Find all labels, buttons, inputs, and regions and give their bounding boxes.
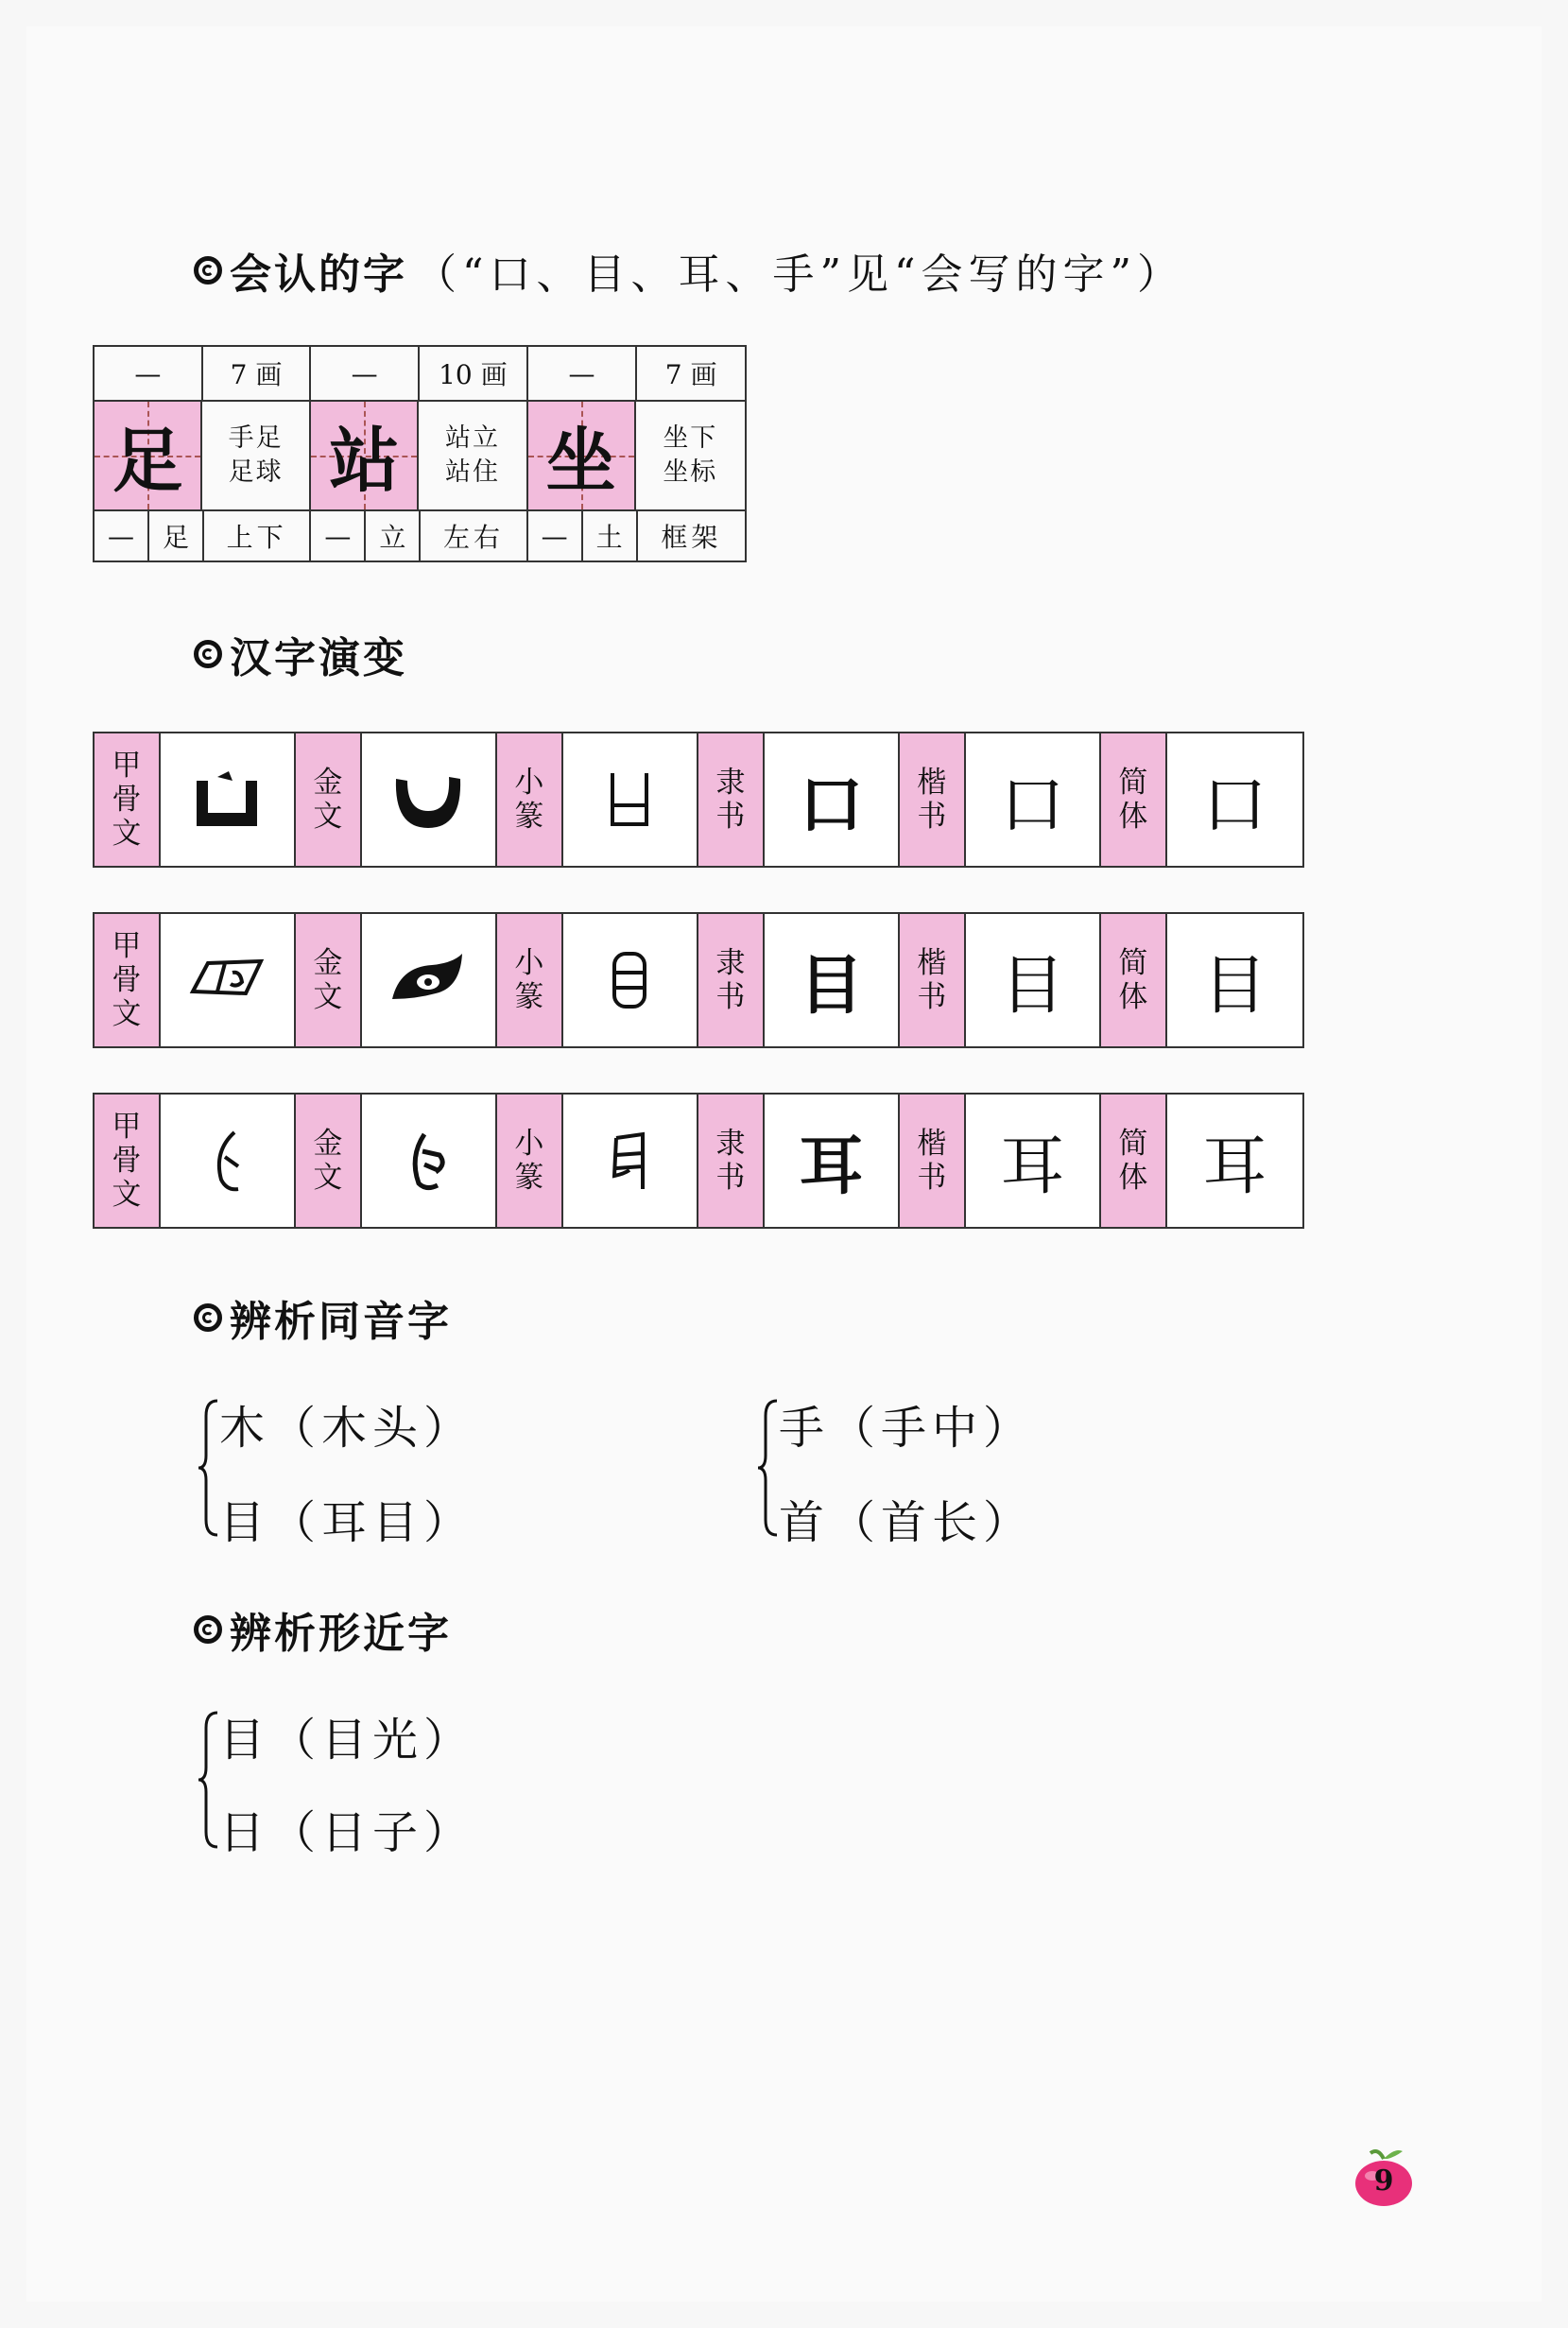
clerical-kou: 口 [765, 733, 900, 866]
similar-bottom: 日（日子） [219, 1806, 475, 1859]
label-oracle: 甲 骨 文 [95, 914, 161, 1046]
big-character: 足 [95, 402, 202, 509]
page-number: 9 [1373, 2164, 1394, 2198]
radical-dash: — [95, 347, 203, 400]
regular-mu: 目 [966, 914, 1101, 1046]
big-character: 站 [311, 402, 419, 509]
homophone-1-top: 木（木头） [219, 1402, 475, 1455]
big-character: 坐 [528, 402, 636, 509]
label-clerical: 隶 书 [698, 733, 765, 866]
brace-icon [197, 1709, 219, 1851]
seal-mu-glyph [563, 914, 698, 1046]
label-regular: 楷 书 [900, 733, 966, 866]
radical-dash-bottom: — [528, 511, 583, 560]
regular-kou: 口 [966, 733, 1101, 866]
label-bronze: 金 文 [296, 1095, 362, 1227]
stroke-count: 7 画 [230, 359, 283, 390]
section-bullet-icon [194, 1303, 222, 1332]
clerical-er: 耳 [765, 1095, 900, 1227]
oracle-er-glyph [161, 1095, 296, 1227]
word-2: 站住 [444, 457, 500, 487]
section-title: 辨析形近字 [230, 1610, 452, 1658]
label-clerical: 隶 书 [698, 1095, 765, 1227]
structure: 上下 [226, 522, 287, 553]
bronze-kou-glyph [362, 733, 497, 866]
label-regular: 楷 书 [900, 914, 966, 1046]
radical-dash: — [311, 347, 420, 400]
page-number-badge [1350, 2146, 1418, 2208]
seal-kou-glyph [563, 733, 698, 866]
section-heading-evolution [194, 624, 407, 684]
oracle-mu-glyph [161, 914, 296, 1046]
label-oracle: 甲 骨 文 [95, 733, 161, 866]
label-simplified: 简 体 [1101, 733, 1167, 866]
structure: 框架 [661, 522, 722, 553]
stroke-count: 10 画 [439, 359, 508, 390]
word-2: 坐标 [663, 457, 718, 487]
structure: 左右 [442, 522, 504, 553]
brace-icon [756, 1397, 779, 1539]
radical-dash-bottom: — [311, 511, 366, 560]
label-seal: 小 篆 [497, 1095, 563, 1227]
oracle-kou-glyph [161, 733, 296, 866]
homophone-1-bottom: 目（耳目） [219, 1496, 475, 1549]
label-seal: 小 篆 [497, 733, 563, 866]
regular-er: 耳 [966, 1095, 1101, 1227]
section-bullet-icon [194, 1615, 222, 1644]
simplified-er: 耳 [1202, 1129, 1267, 1204]
radical-dash-bottom: — [95, 511, 149, 560]
label-bronze: 金 文 [296, 733, 362, 866]
bronze-mu-glyph [362, 914, 497, 1046]
section-bullet-icon [194, 640, 222, 668]
word-1: 站立 [444, 423, 500, 453]
simplified-kou: 口 [1202, 767, 1267, 843]
section-title: 会认的字 [230, 250, 407, 299]
section-title: 辨析同音字 [230, 1298, 452, 1346]
label-seal: 小 篆 [497, 914, 563, 1046]
radical: 足 [149, 511, 204, 560]
label-bronze: 金 文 [296, 914, 362, 1046]
word-1: 手足 [228, 423, 284, 453]
section-note: （“口、目、耳、手”见“会写的字”） [415, 250, 1184, 299]
radical-dash: — [528, 347, 638, 400]
radical: 土 [583, 511, 638, 560]
homophone-2-bottom: 首（首长） [779, 1496, 1035, 1549]
char-group-zu [95, 347, 311, 560]
section-title: 汉字演变 [230, 634, 407, 682]
char-group-zhan [311, 347, 527, 560]
label-simplified: 简 体 [1101, 914, 1167, 1046]
evolution-table-er [93, 1093, 1304, 1229]
radical: 立 [366, 511, 421, 560]
label-oracle: 甲 骨 文 [95, 1095, 161, 1227]
char-group-zuo [528, 347, 745, 560]
character-table [93, 345, 747, 562]
label-simplified: 简 体 [1101, 1095, 1167, 1227]
section-heading-similar [194, 1599, 452, 1660]
evolution-table-mu [93, 912, 1304, 1048]
bronze-er-glyph [362, 1095, 497, 1227]
stroke-count: 7 画 [664, 359, 717, 390]
word-1: 坐下 [663, 423, 718, 453]
seal-er-glyph [563, 1095, 698, 1227]
label-regular: 楷 书 [900, 1095, 966, 1227]
homophone-2-top: 手（手中） [779, 1402, 1035, 1455]
section-heading-recognize [194, 240, 1184, 301]
similar-top: 目（目光） [219, 1714, 475, 1767]
clerical-mu: 目 [765, 914, 900, 1046]
section-heading-homophones [194, 1287, 452, 1348]
word-2: 足球 [228, 457, 284, 487]
section-bullet-icon [194, 256, 222, 285]
label-clerical: 隶 书 [698, 914, 765, 1046]
simplified-mu: 目 [1202, 948, 1267, 1024]
evolution-table-kou [93, 732, 1304, 868]
brace-icon [197, 1397, 219, 1539]
